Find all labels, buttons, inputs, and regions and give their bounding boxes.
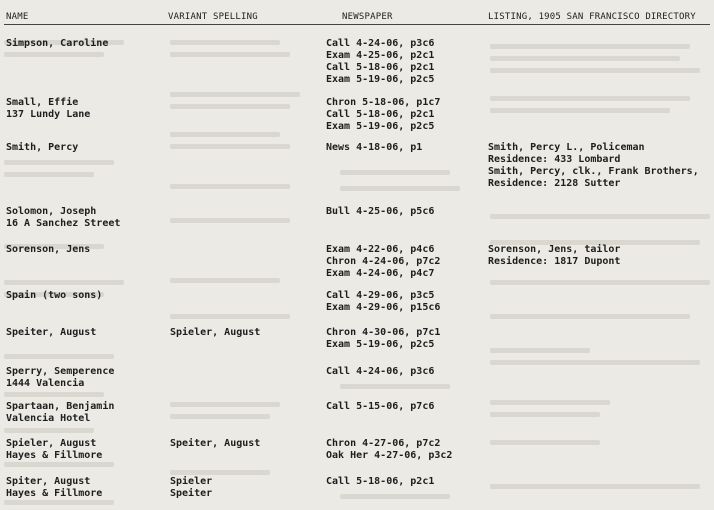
cell-listing <box>488 244 620 268</box>
bleed-through-line <box>490 360 700 365</box>
bleed-through-line <box>490 412 600 417</box>
name-line: 16 A Sanchez Street <box>6 218 121 229</box>
newspaper-line: Chron 4-24-06, p7c2 <box>326 256 441 267</box>
cell-variant <box>170 438 260 450</box>
listing-line: Sorenson, Jens, tailor <box>488 244 621 255</box>
newspaper-line: Chron 5-18-06, p1c7 <box>326 97 441 108</box>
bleed-through-line <box>4 392 104 397</box>
bleed-through-line <box>4 160 114 165</box>
newspaper-line: Call 4-24-06, p3c6 <box>326 366 435 377</box>
cell-name <box>6 290 102 302</box>
cell-name <box>6 327 96 339</box>
bleed-through-line <box>490 214 710 219</box>
newspaper-line: Exam 5-19-06, p2c5 <box>326 339 435 350</box>
bleed-through-line <box>4 280 124 285</box>
listing-line: Residence: 433 Lombard <box>488 154 621 165</box>
bleed-through-line <box>170 144 290 149</box>
cell-newspaper <box>326 244 440 280</box>
bleed-through-line <box>4 52 104 57</box>
cell-name <box>6 401 114 425</box>
newspaper-line: Call 5-18-06, p2c1 <box>326 476 435 487</box>
bleed-through-line <box>170 470 270 475</box>
bleed-through-line <box>490 440 600 445</box>
cell-variant <box>170 327 260 339</box>
name-line: Spain (two sons) <box>6 290 103 301</box>
listing-line: Residence: 2128 Sutter <box>488 178 621 189</box>
name-line: 137 Lundy Lane <box>6 109 91 120</box>
cell-name <box>6 206 120 230</box>
newspaper-line: Call 5-18-06, p2c1 <box>326 109 435 120</box>
bleed-through-line <box>490 68 700 73</box>
bleed-through-line <box>170 218 290 223</box>
listing-line: Smith, Percy, clk., Frank Brothers, <box>488 166 699 177</box>
cell-newspaper <box>326 327 440 351</box>
header-listing: LISTING, 1905 SAN FRANCISCO DIRECTORY <box>488 12 696 22</box>
name-line: Speiter, August <box>6 327 97 338</box>
cell-newspaper <box>326 476 434 488</box>
bleed-through-line <box>490 400 610 405</box>
cell-name <box>6 366 114 390</box>
bleed-through-line <box>340 384 450 389</box>
name-line: 1444 Valencia <box>6 378 85 389</box>
bleed-through-line <box>170 314 290 319</box>
cell-listing <box>488 142 699 190</box>
newspaper-line: Chron 4-27-06, p7c2 <box>326 438 441 449</box>
name-line: Valencia Hotel <box>6 413 91 424</box>
newspaper-line: Exam 5-19-06, p2c5 <box>326 121 435 132</box>
listing-line: Smith, Percy L., Policeman <box>488 142 645 153</box>
cell-newspaper <box>326 206 434 218</box>
variant-line: Speiter <box>170 488 213 499</box>
cell-newspaper <box>326 38 434 86</box>
name-line: Hayes & Fillmore <box>6 450 103 461</box>
name-line: Hayes & Fillmore <box>6 488 103 499</box>
cell-name <box>6 476 102 500</box>
name-line: Spiter, August <box>6 476 91 487</box>
newspaper-line: Exam 4-29-06, p15c6 <box>326 302 441 313</box>
newspaper-line: Chron 4-30-06, p7c1 <box>326 327 441 338</box>
bleed-through-line <box>170 92 300 97</box>
name-line: Sperry, Semperence <box>6 366 115 377</box>
bleed-through-line <box>170 278 280 283</box>
bleed-through-line <box>170 132 280 137</box>
cell-newspaper <box>326 142 422 154</box>
newspaper-line: Exam 4-22-06, p4c6 <box>326 244 435 255</box>
variant-line: Spieler <box>170 476 213 487</box>
cell-name <box>6 438 102 462</box>
bleed-through-line <box>170 414 270 419</box>
newspaper-line: Exam 4-25-06, p2c1 <box>326 50 435 61</box>
name-line: Spieler, August <box>6 438 97 449</box>
cell-name <box>6 244 90 256</box>
bleed-through-line <box>4 500 114 505</box>
name-line: Solomon, Joseph <box>6 206 97 217</box>
bleed-through-line <box>490 280 710 285</box>
cell-newspaper <box>326 401 434 413</box>
newspaper-line: Exam 4-24-06, p4c7 <box>326 268 435 279</box>
variant-line: Spieler, August <box>170 327 261 338</box>
header-rule <box>4 24 710 25</box>
name-line: Sorenson, Jens <box>6 244 91 255</box>
bleed-through-line <box>340 494 450 499</box>
cell-newspaper <box>326 97 440 133</box>
bleed-through-line <box>340 170 450 175</box>
bleed-through-line <box>490 44 690 49</box>
newspaper-line: Call 5-15-06, p7c6 <box>326 401 435 412</box>
bleed-through-line <box>490 314 690 319</box>
bleed-through-line <box>4 462 114 467</box>
newspaper-line: Bull 4-25-06, p5c6 <box>326 206 435 217</box>
bleed-through-line <box>170 104 290 109</box>
bleed-through-line <box>340 186 460 191</box>
cell-newspaper <box>326 290 440 314</box>
header-variant-spelling: VARIANT SPELLING <box>168 12 258 22</box>
bleed-through-line <box>490 484 700 489</box>
bleed-through-line <box>170 40 280 45</box>
bleed-through-line <box>490 96 690 101</box>
cell-name <box>6 97 90 121</box>
bleed-through-line <box>4 354 114 359</box>
bleed-through-line <box>4 172 94 177</box>
header-name: NAME <box>6 12 29 22</box>
listing-line: Residence: 1817 Dupont <box>488 256 621 267</box>
newspaper-line: News 4-18-06, p1 <box>326 142 423 153</box>
newspaper-line: Call 5-18-06, p2c1 <box>326 62 435 73</box>
bleed-through-line <box>490 108 670 113</box>
newspaper-line: Oak Her 4-27-06, p3c2 <box>326 450 453 461</box>
bleed-through-line <box>170 184 290 189</box>
bleed-through-line <box>490 56 680 61</box>
cell-newspaper <box>326 438 452 462</box>
header-newspaper: NEWSPAPER <box>342 12 393 22</box>
newspaper-line: Call 4-24-06, p3c6 <box>326 38 435 49</box>
newspaper-line: Call 4-29-06, p3c5 <box>326 290 435 301</box>
bleed-through-line <box>4 428 94 433</box>
name-line: Small, Effie <box>6 97 79 108</box>
name-line: Smith, Percy <box>6 142 79 153</box>
cell-newspaper <box>326 366 434 378</box>
bleed-through-line <box>170 402 280 407</box>
newspaper-line: Exam 5-19-06, p2c5 <box>326 74 435 85</box>
name-line: Spartaan, Benjamin <box>6 401 115 412</box>
variant-line: Speiter, August <box>170 438 261 449</box>
cell-name <box>6 38 108 50</box>
bleed-through-line <box>170 52 290 57</box>
bleed-through-line <box>490 348 590 353</box>
cell-name <box>6 142 78 154</box>
cell-variant <box>170 476 212 500</box>
name-line: Simpson, Caroline <box>6 38 109 49</box>
